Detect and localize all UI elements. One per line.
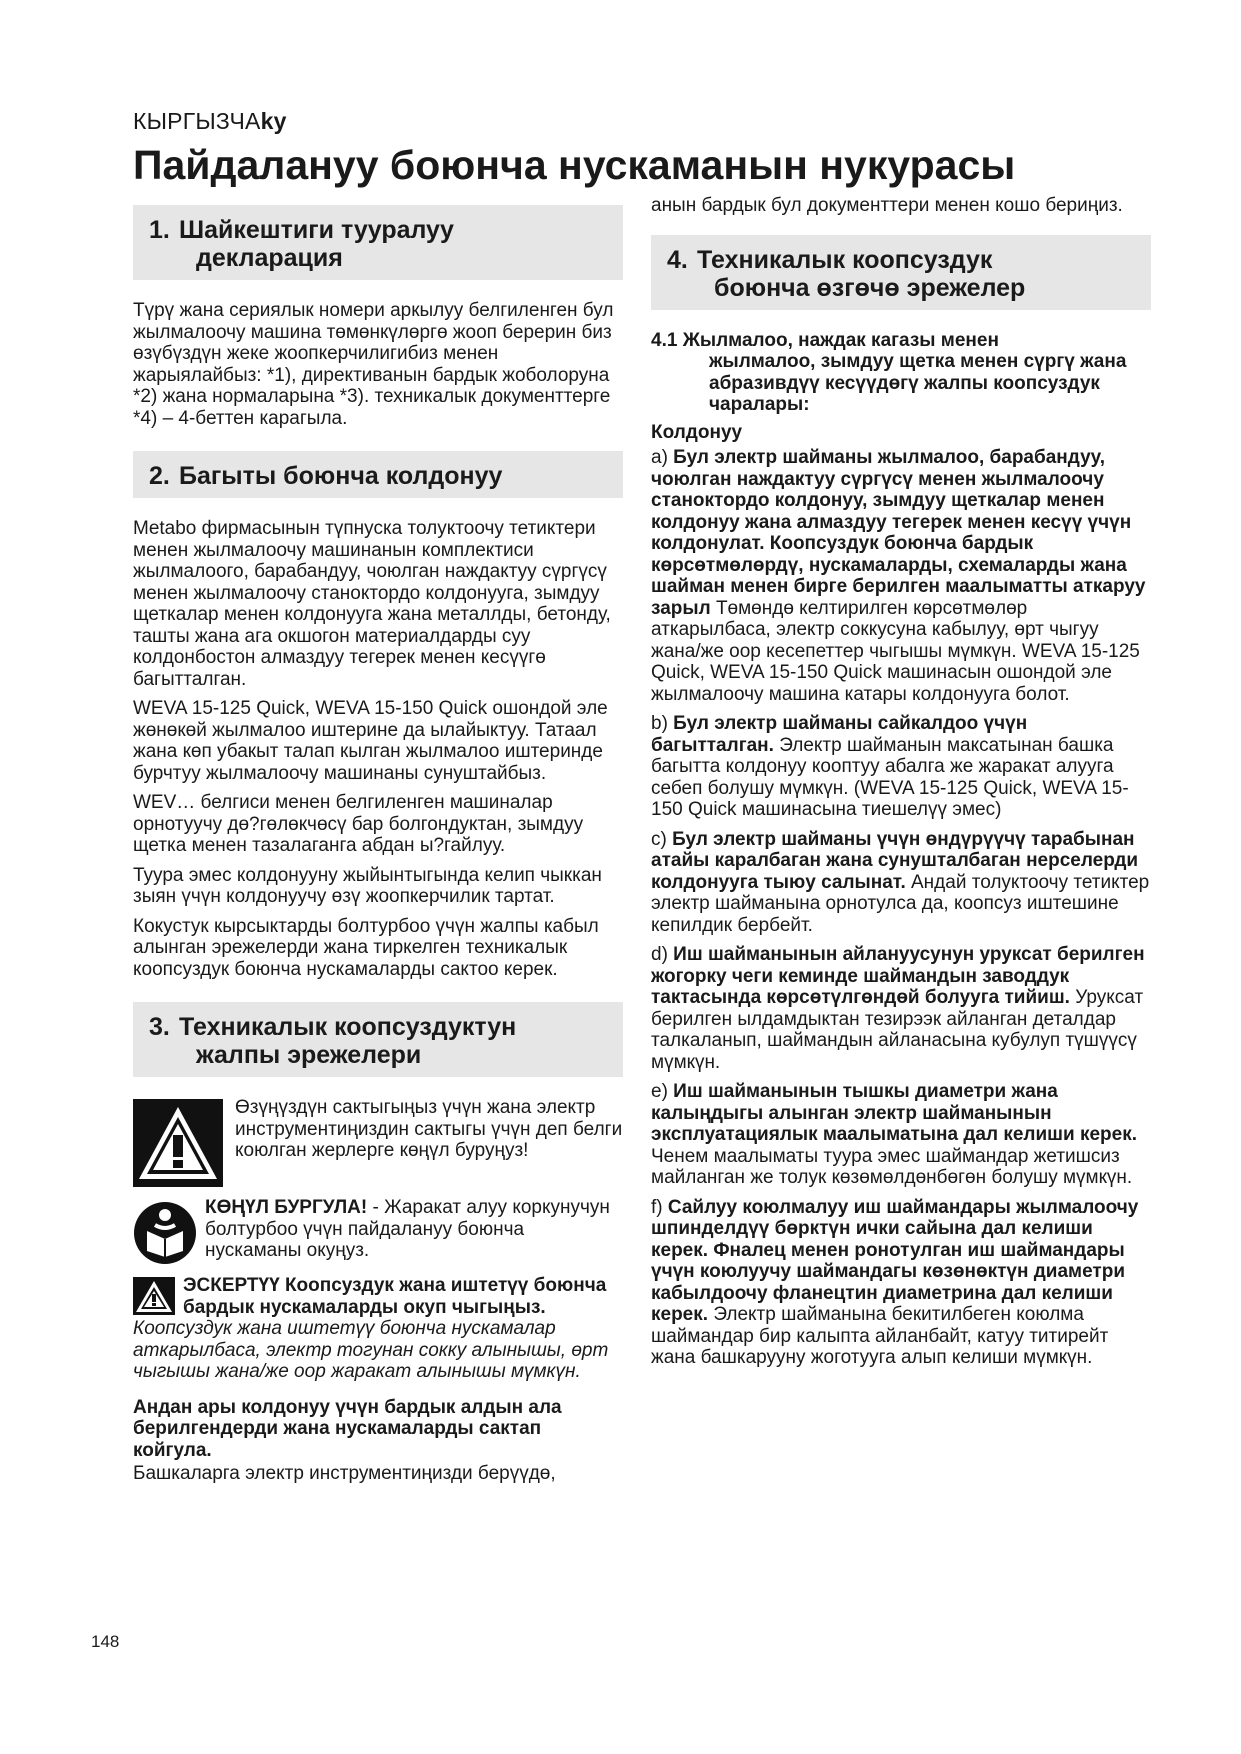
safety-warning-block bbox=[133, 1275, 623, 1383]
item-e bbox=[651, 1081, 1151, 1189]
usage-label: Колдонуу bbox=[651, 421, 743, 443]
item-c-bold: Бул электр шайманы үчүн өндүрүүчү тарабынан атайы каралбаган жана сунушталбаган нерселерди колдонууга тыюу салынат. bbox=[651, 828, 1139, 893]
subsection-4-1-number: 4.1 bbox=[651, 329, 678, 351]
item-f-bold: Сайлуу коюлмалуу иш шаймандары жылмалоочу шпинделдүү бөрктүн ички сайына дал келиши керек. Фналец менен ронотулган иш шаймандары үчүн коюлуучу шаймандагы көзөнөктүн диаметри кабылдоочу фланецтин диаметрина дал келиши керек. bbox=[651, 1196, 1139, 1325]
safety-warning-bold: ЭСКЕРТҮҮ Коопсуздук жана иштетүү боюнча бардык нускамаларды окуп чыгыңыз. bbox=[183, 1275, 607, 1318]
read-manual-icon bbox=[133, 1201, 197, 1265]
language-label bbox=[133, 108, 287, 135]
keep-instructions-text: Андан ары колдонуу үчүн бардык алдын ала берилгендерди жана нускамаларды сактап койгула. bbox=[133, 1396, 562, 1461]
item-b-bold: Бул электр шайманы сайкалдоо үчүн багытталган. bbox=[651, 713, 1028, 756]
item-e-bold: Иш шайманынын тышкы диаметри жана калыңдыгы алынган электр шайманынын эксплуатациялык маалыматына дал келиши керек. bbox=[651, 1081, 1137, 1145]
item-f-letter: f) bbox=[651, 1196, 663, 1218]
section-2-heading bbox=[133, 451, 623, 498]
item-d bbox=[651, 944, 1151, 1073]
item-a-letter: a) bbox=[651, 447, 668, 468]
section-2-paragraph-3: WEV… белгиси менен белгиленген машиналар орнотуучу дө?гөлөкчөсү бар болгондуктан, зымдуу щетка менен тазалаганга абдан ы?гайлуу. bbox=[133, 792, 584, 856]
read-manual-block bbox=[133, 1197, 623, 1267]
item-e-letter: e) bbox=[651, 1081, 668, 1102]
left-column bbox=[133, 205, 623, 1493]
language-caps: КЫРГЫЗЧА bbox=[133, 108, 261, 134]
section-3-title-line1: Техникалык коопсуздуктун bbox=[179, 1013, 517, 1041]
subsection-4-1-heading bbox=[651, 330, 1151, 416]
section-3-number: 3. bbox=[149, 1013, 170, 1041]
language-code: ky bbox=[260, 108, 287, 134]
section-4-number: 4. bbox=[667, 245, 688, 274]
warning-block bbox=[133, 1097, 623, 1189]
small-warning-icon bbox=[133, 1277, 175, 1315]
attention-label: КӨҢҮЛ БУРГУЛА! bbox=[205, 1197, 368, 1218]
item-d-bold: Иш шайманынын айлануусунун уруксат берилген жогорку чеги кеминде шаймандын заводдук тактасында көрсөтүлгөндөй болууга тийиш. bbox=[651, 944, 1145, 1008]
section-3-last-line: Башкаларга электр инструментиңизди берүүдө, bbox=[133, 1463, 556, 1484]
item-c-text: Андай толуктоочу тетиктер электр шайманына орнотулса да, коопсуз иштешине кепилдик бербейт. bbox=[651, 871, 1150, 936]
item-f bbox=[651, 1197, 1151, 1369]
section-1-heading bbox=[133, 205, 623, 280]
item-d-letter: d) bbox=[651, 944, 668, 965]
section-3-title-line2: жалпы эрежелери bbox=[196, 1041, 422, 1069]
item-f-text: Электр шайманына бекитилбеген коюлма шаймандар бир калыпта айланбайт, катуу титирейт жана башкарууну жоготууга алып келиши мүмкүн. bbox=[651, 1304, 1109, 1368]
item-b-text: Электр шайманын максатынан башка багытта колдонуу кооптуу абалга же жаракат алууга себеп болушу мүмкүн. (WEVA 15-125 Quick, WEVA 15-150 Quick машинасына тиешелүү эмес) bbox=[651, 734, 1129, 820]
warning-text: Өзүңүздүн сактыгыңыз үчүн жана электр инструментиңиздин сактыгы үчүн деп белги коюлган жерлерге көңүл буруңуз! bbox=[235, 1097, 623, 1161]
item-b bbox=[651, 713, 1151, 821]
section-4-title-line1: Техникалык коопсуздук bbox=[697, 245, 993, 274]
section-2-paragraph-4: Туура эмес колдонууну жыйынтыгында келип чыккан зыян үчүн колдонуучу өзү жоопкерчилик тартат. bbox=[133, 864, 602, 907]
item-a bbox=[651, 447, 1151, 705]
warning-triangle-icon bbox=[133, 1099, 223, 1187]
item-a-text: Төмөндө келтирилген көрсөтмөлөр аткарылбаса, электр соккусуна кабылуу, өрт чыгуу жана/же оор кесепеттер чыгышы мүмкүн. WEVA 15-125 Quick, WEVA 15-150 Quick машинасын ошондой эле жылмалоочу машина катары колдонууга болот. bbox=[651, 597, 1140, 705]
section-1-number: 1. bbox=[149, 216, 170, 244]
section-1-title-line2: декларация bbox=[196, 244, 343, 272]
page-title: Пайдалануу боюнча нускаманын нукурасы bbox=[133, 142, 1016, 188]
safety-warning-italic: Коопсуздук жана иштетүү боюнча нускамалар аткарылбаса, электр тогунан сокку алынышы, өрт чыгышы жана/же оор жаракат алынышы мүмкүн. bbox=[133, 1318, 609, 1382]
section-1-paragraph: Түрү жана сериялык номери аркылуу белгиленген бул жылмалоочу машина төмөнкүлөргө жооп берерин биз өзүбүздүн жеке жоопкерчилигибиз менен жарыялайбыз: *1), директиванын бардык жоболоруна *2) жана нормаларына *3). техникалык документтерге *4) – 4-беттен карагыла. bbox=[133, 300, 614, 429]
section-2-paragraph-2: WEVA 15-125 Quick, WEVA 15-150 Quick ошондой эле жөнөкөй жылмалоо иштерине да ылайыктуу. Татаал жана көп убакыт талап кылган жылмалоо иштеринде бурчтуу жылмалоочу машинаны сунуштайбыз. bbox=[133, 698, 608, 784]
page-number: 148 bbox=[91, 1632, 120, 1651]
continued-text: анын бардык бул документтери менен кошо бериңиз. bbox=[651, 195, 1123, 216]
section-2-title: Багыты боюнча колдонуу bbox=[179, 462, 503, 490]
item-a-bold: Бул электр шайманы жылмалоо, барабандуу, чоюлган наждактуу сүргүсү менен жылмалоочу станоктордо колдонуу, зымдуу щеткалар менен колдонуу жана алмаздуу тегерек менен кесүү үчүн колдонулат. Коопсуздук боюнча бардык көрсөтмөлөрдү, нускамаларды, схемаларды жана шайман менен бирге берилген маалыматты аткаруу зарыл bbox=[651, 447, 1146, 619]
item-c bbox=[651, 829, 1151, 937]
section-4-title-line2: боюнча өзгөчө эрежелер bbox=[714, 273, 1026, 302]
item-e-text: Ченем маалыматы туура эмес шаймандар жетишсиз майланган же толук көзөмөлдөнбөгөн болушу мүмкүн. bbox=[651, 1145, 1133, 1188]
subsection-4-1-rest: жылмалоо, зымдуу щетка менен сүргү жана абразивдүү кесүүдөгү жалпы коопсуздук чаралары: bbox=[709, 351, 1127, 415]
section-3-heading bbox=[133, 1002, 623, 1077]
subsection-4-1-line1: Жылмалоо, наждак кагазы менен bbox=[682, 329, 999, 351]
section-2-paragraph-5: Кокустук кырсыктарды болтурбоо үчүн жалпы кабыл алынган эрежелерди жана тиркелген техникалык коопсуздук боюнча нускамаларды сактоо керек. bbox=[133, 915, 599, 980]
section-2-paragraph-1: Metabo фирмасынын түпнуска толуктоочу тетиктери менен жылмалоочу машинанын комплектиси жылмалоого, барабандуу, чоюлган наждактуу сүргүсү менен жылмалоочу станоктордо колдонууга, зымдуу щеткалар менен колдонууга жана металлды, бетонду, ташты жана ага окшогон материалдарды суу колдонбостон алмаздуу тегерек менен кесүүгө багытталган. bbox=[133, 518, 611, 690]
item-c-letter: c) bbox=[651, 828, 667, 850]
item-d-text: Уруксат берилген ылдамдыктан тезирээк айланган деталдар талкаланып, шаймандын айланасына кубулуп түшүүсү мүмкүн. bbox=[651, 987, 1144, 1073]
right-column bbox=[651, 195, 1151, 1377]
section-4-heading bbox=[651, 235, 1151, 310]
section-1-title-line1: Шайкештиги тууралуу bbox=[179, 216, 454, 244]
item-b-letter: b) bbox=[651, 713, 668, 734]
section-2-number: 2. bbox=[149, 462, 170, 490]
attention-text: - Жаракат алуу коркунучун болтурбоо үчүн пайдалануу боюнча нускаманы окуңуз. bbox=[205, 1197, 610, 1261]
